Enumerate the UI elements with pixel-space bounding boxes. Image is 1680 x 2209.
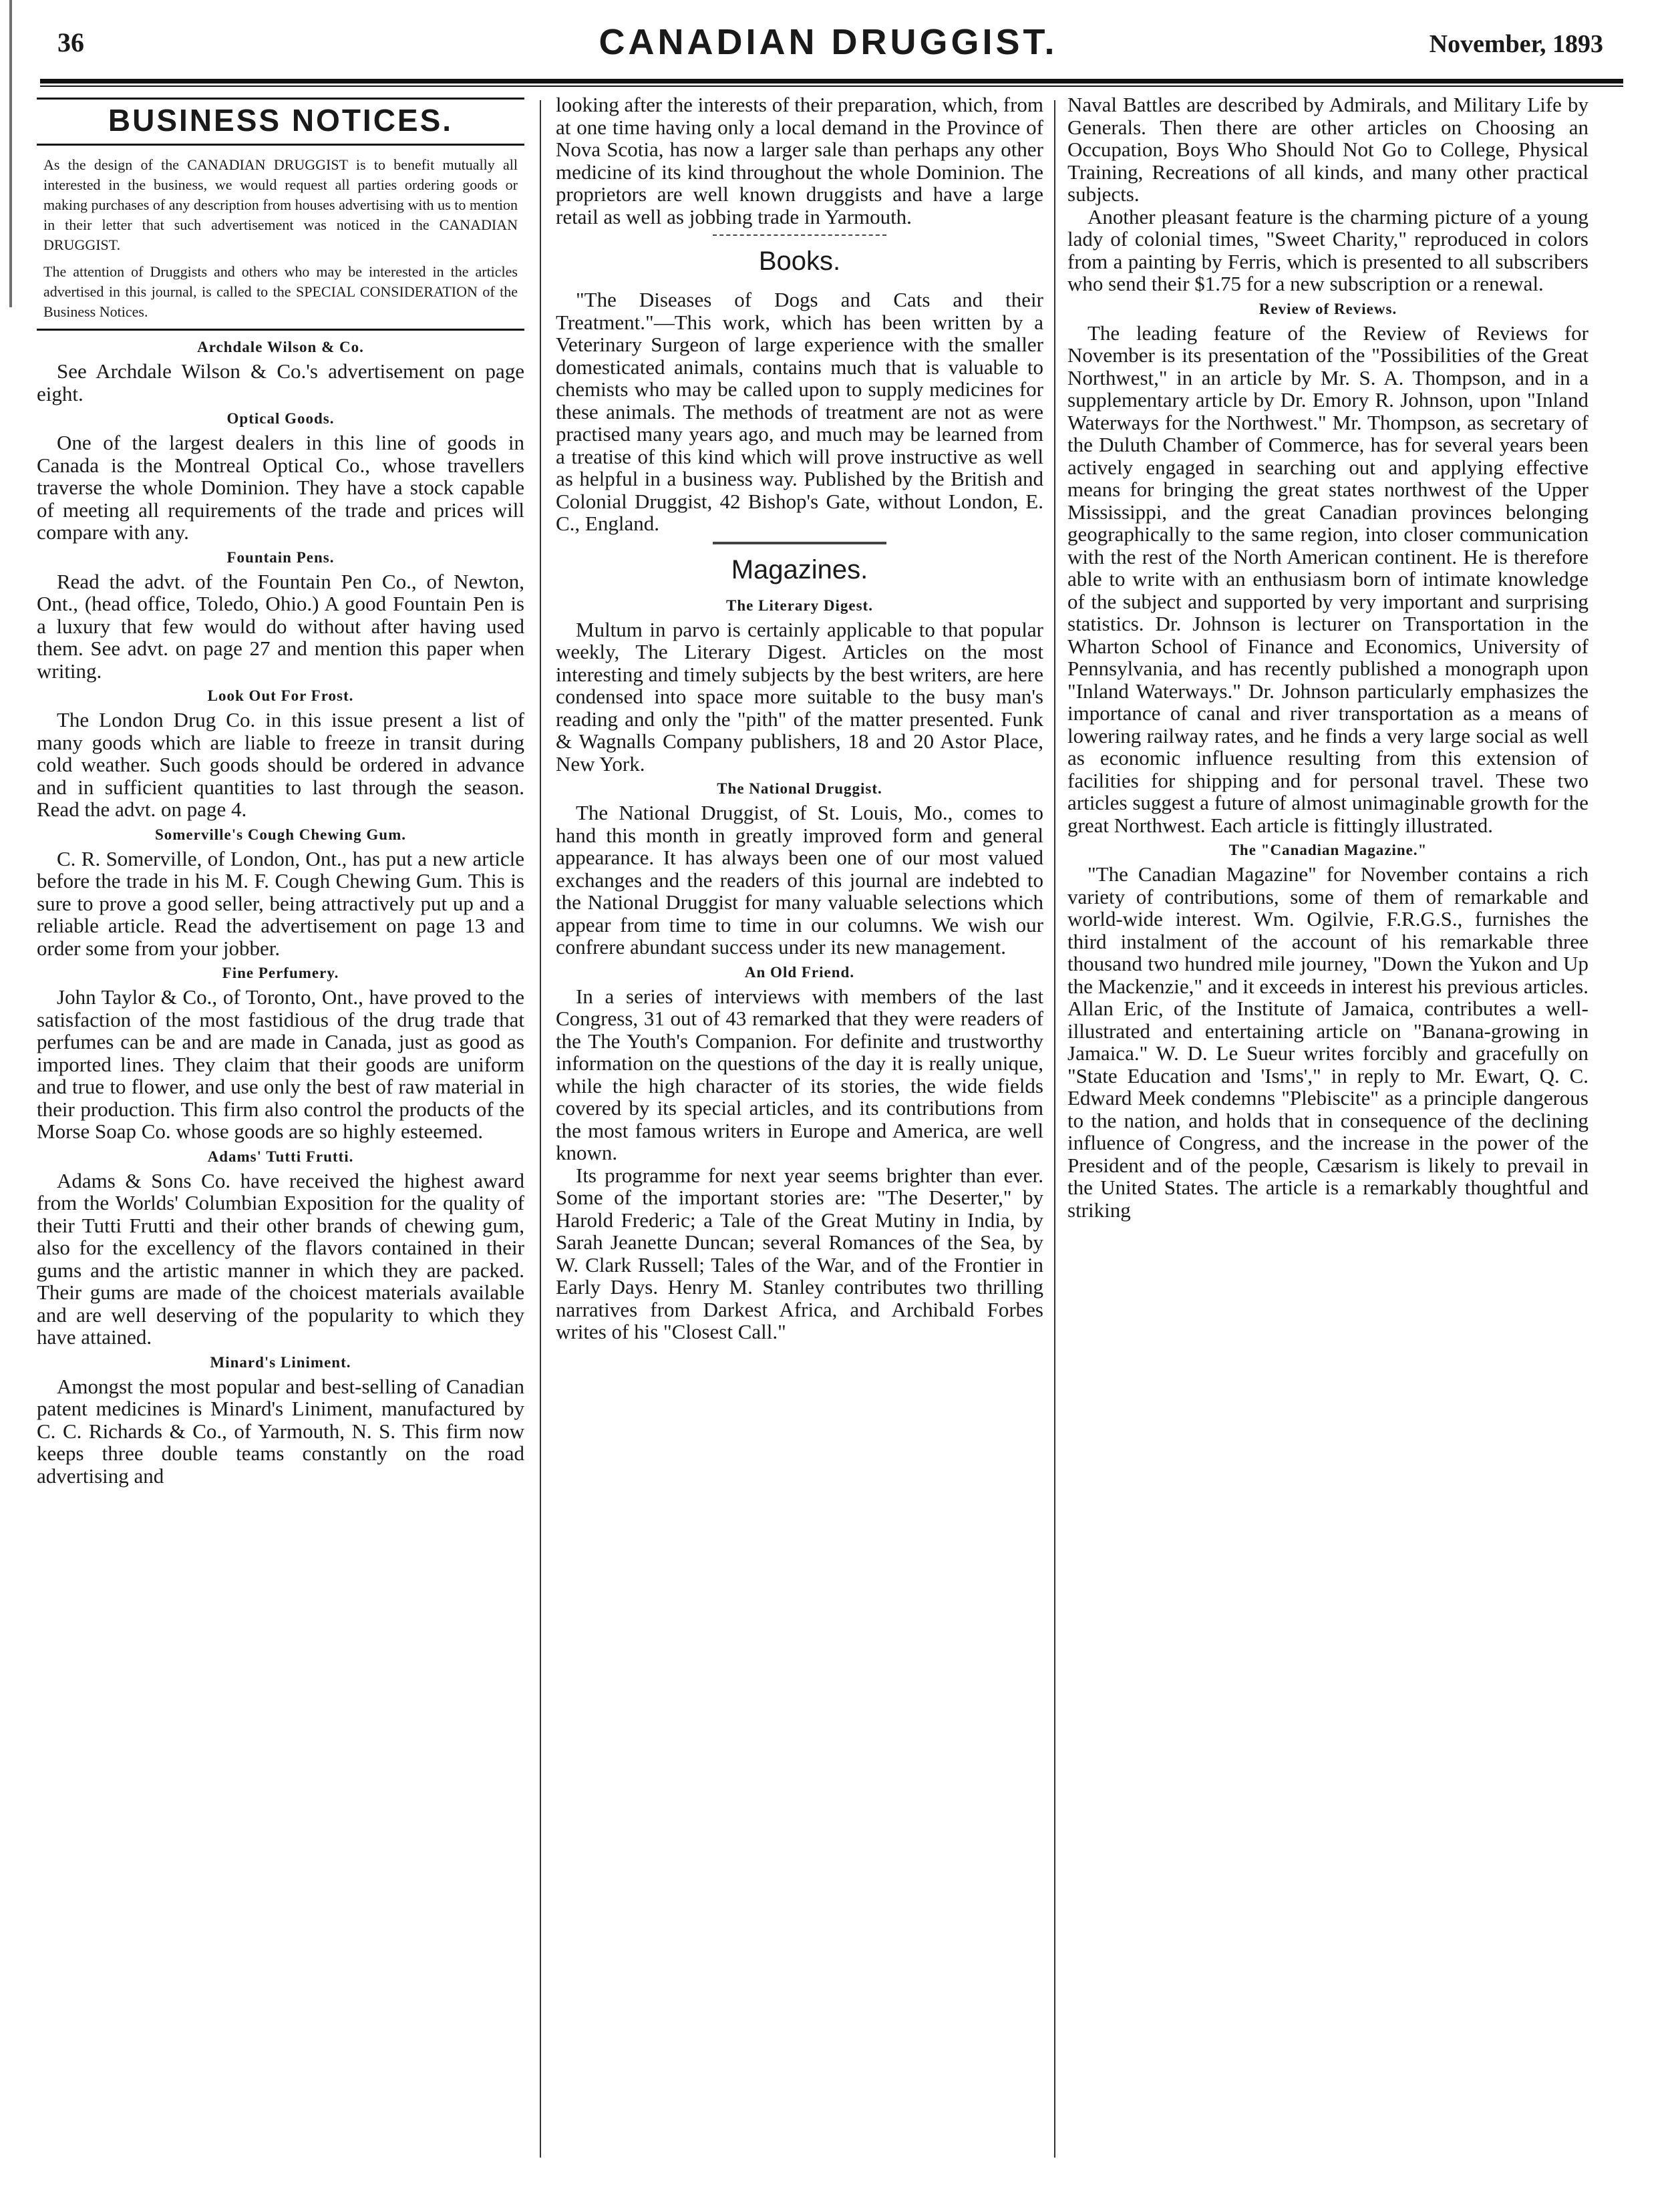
article-text: The leading feature of the Review of Reviews for November is its presentation of the "Possibilities of the Great Northwest," in an article by Mr. S. A. Thompson, and in a supplementary article by Dr. Emory R. Johnson, upon "Inland Waterways for the Northwest." Mr. Thompson, as secretary of the Duluth Chamber of Commerce, has for several years been actively engaged in searching out and applying effective means for bringing the great states northwest of the Upper Mississippi, and the great Canadian provinces belonging geographically to the same region, into closer communication with the rest of the North American continent. He is therefore able to write with an enthusiasm born of intimate knowledge of the subject and supported by very important and surprising statistics. Dr. Johnson is lecturer on Transportation in the Wharton School of Finance and Economics, University of Pennsylvania, and has recently published a monograph upon "Inland Waterways." Dr. Johnson particularly emphasizes the importance of canal and river transportation as a means of lowering railway rates, and he finds a very large social as well as economic influence resulting from this extension of facilities for shipping and for personal travel. These two articles suggest a future of almost unimaginable growth for the great Northwest. Each article is fittingly illustrated. bbox=[1067, 321, 1588, 837]
book-review-text: "The Diseases of Dogs and Cats and their Treatment."—This work, which has been written by a Veterinary Surgeon of large experience with the smaller domesticated animals, contains much that is valuable to chemists who may be called upon to supply medicines for these animals. The methods of treatment are not as were practised many years ago, and much may be learned from a treatise of this kind which will prove instructive as well as helpful in a business way. Published by the British and Colonial Druggist, 42 Bishop's Gate, without London, E. C., England. bbox=[556, 288, 1043, 535]
continued-text: Naval Battles are described by Admirals, and Military Life by Generals. Then there are other articles on Choosing an Occupation, Boys Who Should Not Go to College, Physical Training, Recreations of all kinds, and many other practical subjects. bbox=[1067, 94, 1588, 206]
article-text: Its programme for next year seems brighter than ever. Some of the important stories are: "The Deserter," by Harold Frederic; a Tale of the Great Mutiny in India, by Sarah Jeanette Duncan; several Romances of the Sea, by W. Clark Russell; Tales of the War, and of the Frontier in Early Days. Henry M. Stanley contributes two thrilling narratives from Darkest Africa, and Archibald Forbes writes of his "Closest Call." bbox=[556, 1163, 1043, 1343]
column-2 bbox=[556, 94, 1043, 2178]
notice-heading: Fine Perfumery. bbox=[222, 965, 339, 981]
page-margin-mark bbox=[0, 0, 12, 307]
running-header bbox=[40, 12, 1617, 79]
article-heading: The Literary Digest. bbox=[726, 597, 873, 614]
notice-text: John Taylor & Co., of Toronto, Ont., have proved to the satisfaction of the most fastidious of the drug trade that perfumes can be and are made in Canada, just as good as imported lines. They claim that their goods are uniform and true to flower, and use only the best of raw material in their production. This firm also control the products of the Morse Soap Co. whose goods are so highly esteemed. bbox=[37, 985, 524, 1143]
divider bbox=[713, 542, 886, 544]
article-text: Another pleasant feature is the charming picture of a young lady of colonial times, "Sweet Charity," reproduced in colors from a painting by Ferris, which is presented to all subscribers who send their $1.75 for a new subscription or a renewal. bbox=[1067, 204, 1588, 295]
intro-paragraph: As the design of the CANADIAN DRUGGIST is to benefit mutually all interested in the business, we would request all parties ordering goods or making purchases of any description from houses advertising with us to mention in their letter that such advertisement was noticed in the CANADIAN DRUGGIST. bbox=[43, 156, 518, 253]
notice-text: C. R. Somerville, of London, Ont., has put a new article before the trade in his M. F. Cough Chewing Gum. This is sure to prove a good seller, being attractively put up and a reliable article. Read the advertisement on page 13 and order some from your jobber. bbox=[37, 846, 524, 960]
divider bbox=[713, 234, 886, 236]
notice-text: The London Drug Co. in this issue present a list of many goods which are liable to freeze in transit during cold weather. Such goods should be ordered in advance and in sufficient quantities to last through the season. Read the advt. on page 4. bbox=[37, 708, 524, 821]
section-heading-magazines: Magazines. bbox=[731, 554, 868, 584]
article-heading: Review of Reviews. bbox=[1258, 300, 1397, 317]
notice-text: Read the advt. of the Fountain Pen Co., of Newton, Ont., (head office, Toledo, Ohio.) A good Fountain Pen is a luxury that few would do without after having used them. See advt. on page 27 and mention this paper when writing. bbox=[37, 569, 524, 683]
article-heading: The National Druggist. bbox=[717, 780, 882, 797]
notice-text: One of the largest dealers in this line of goods in Canada is the Montreal Optical Co., whose travellers traverse the whole Dominion. They have a stock capable of meeting all requirements of the trade and prices will compare with any. bbox=[37, 431, 524, 544]
notice-text: Amongst the most popular and best-selling of Canadian patent medicines is Minard's Liniment, manufactured by C. C. Richards & Co., of Yarmouth, N. S. This firm now keeps three double teams constantly on the road advertising and bbox=[37, 1374, 524, 1488]
notice-heading: Look Out For Frost. bbox=[207, 687, 354, 704]
column-1 bbox=[37, 94, 524, 2178]
header-rule bbox=[40, 79, 1623, 87]
notice-heading: Archdale Wilson & Co. bbox=[197, 339, 364, 355]
article-text: Multum in parvo is certainly applicable to that popular weekly, The Literary Digest. Articles on the most interesting and timely subjects by the best writers, are here condensed into space more suitable to the busy man's reading and only the "pith" of the matter presented. Funk & Wagnalls Company publishers, 18 and 20 Astor Place, New York. bbox=[556, 617, 1043, 776]
notice-heading: Minard's Liniment. bbox=[210, 1353, 351, 1371]
notice-heading: Optical Goods. bbox=[226, 410, 335, 427]
article-heading: The "Canadian Magazine." bbox=[1228, 842, 1427, 858]
divider bbox=[37, 329, 524, 331]
article-heading: An Old Friend. bbox=[744, 963, 855, 981]
notice-text: See Archdale Wilson & Co.'s advertisement on page eight. bbox=[37, 359, 524, 405]
notice-text: Adams & Sons Co. have received the highest award from the Worlds' Columbian Exposition for the quality of their Tutti Frutti and their other brands of chewing gum, also for the excellency of the flavors contained in their gums and the artistic manner in which they are packed. Their gums are made of the choicest materials available and are well deserving of the popularity to which they have attained. bbox=[37, 1168, 524, 1349]
journal-title: CANADIAN DRUGGIST. bbox=[599, 22, 1058, 62]
article-text: The National Druggist, of St. Louis, Mo., comes to hand this month in greatly improved form and general appearance. It has always been one of our most valued exchanges and the readers of this journal are indebted to the National Druggist for many valuable selections which appear from time to time in our columns. We wish our confrere abundant success under its new management. bbox=[556, 801, 1043, 959]
column-divider bbox=[1054, 100, 1055, 2158]
notice-heading: Adams' Tutti Frutti. bbox=[207, 1148, 354, 1165]
continued-text: looking after the interests of their preparation, which, from at one time having only a local demand in the Province of Nova Scotia, has now a larger sale than perhaps any other medicine of its kind throughout the whole Dominion. The proprietors are well known druggists and have a large retail as well as jobbing trade in Yarmouth. bbox=[556, 94, 1043, 228]
page-number: 36 bbox=[57, 27, 84, 57]
column-3 bbox=[1067, 94, 1588, 2178]
notice-heading: Fountain Pens. bbox=[226, 548, 335, 566]
article-text: "The Canadian Magazine" for November contains a rich variety of contributions, some of them of remarkable and world-wide interest. Wm. Ogilvie, F.R.G.S., furnishes the third instalment of the account of his remarkable three thousand two hundred mile journey, "Down the Yukon and Up the Mackenzie," and it exceeds in interest his previous articles. Allan Eric, of the Institute of Jamaica, contributes a well-illustrated and entertaining article on "Banana-growing in Jamaica." W. D. Le Sueur writes forcibly and gracefully on "State Education and 'Isms'," in reply to Mr. Ewart, Q. C. Edward Meek condemns "Plebiscite" as a principle dangerous to the nation, and holds that in consequence of the declining influence of Congress, and the increase in the power of the President and of the people, Cæsarism is likely to prevail in the United States. The article is a remarkably thoughtful and striking bbox=[1067, 862, 1588, 1222]
issue-date: November, 1893 bbox=[1429, 30, 1603, 58]
intro-paragraph: The attention of Druggists and others who may be interested in the articles advertised in this journal, is called to the SPECIAL CONSIDERATION of the Business Notices. bbox=[43, 263, 518, 320]
article-text: In a series of interviews with members of the last Congress, 31 out of 43 remarked that they were readers of the The Youth's Companion. For definite and trustworthy information on the questions of the day it is really unique, while the high character of its stories, the wide fields covered by its special articles, and its contributions from the most famous writers in Europe and America, are well known. bbox=[556, 984, 1043, 1164]
section-title-business-notices: BUSINESS NOTICES. bbox=[37, 98, 524, 146]
column-divider bbox=[540, 100, 541, 2158]
section-heading-books: Books. bbox=[758, 246, 841, 276]
notice-heading: Somerville's Cough Chewing Gum. bbox=[154, 826, 407, 843]
